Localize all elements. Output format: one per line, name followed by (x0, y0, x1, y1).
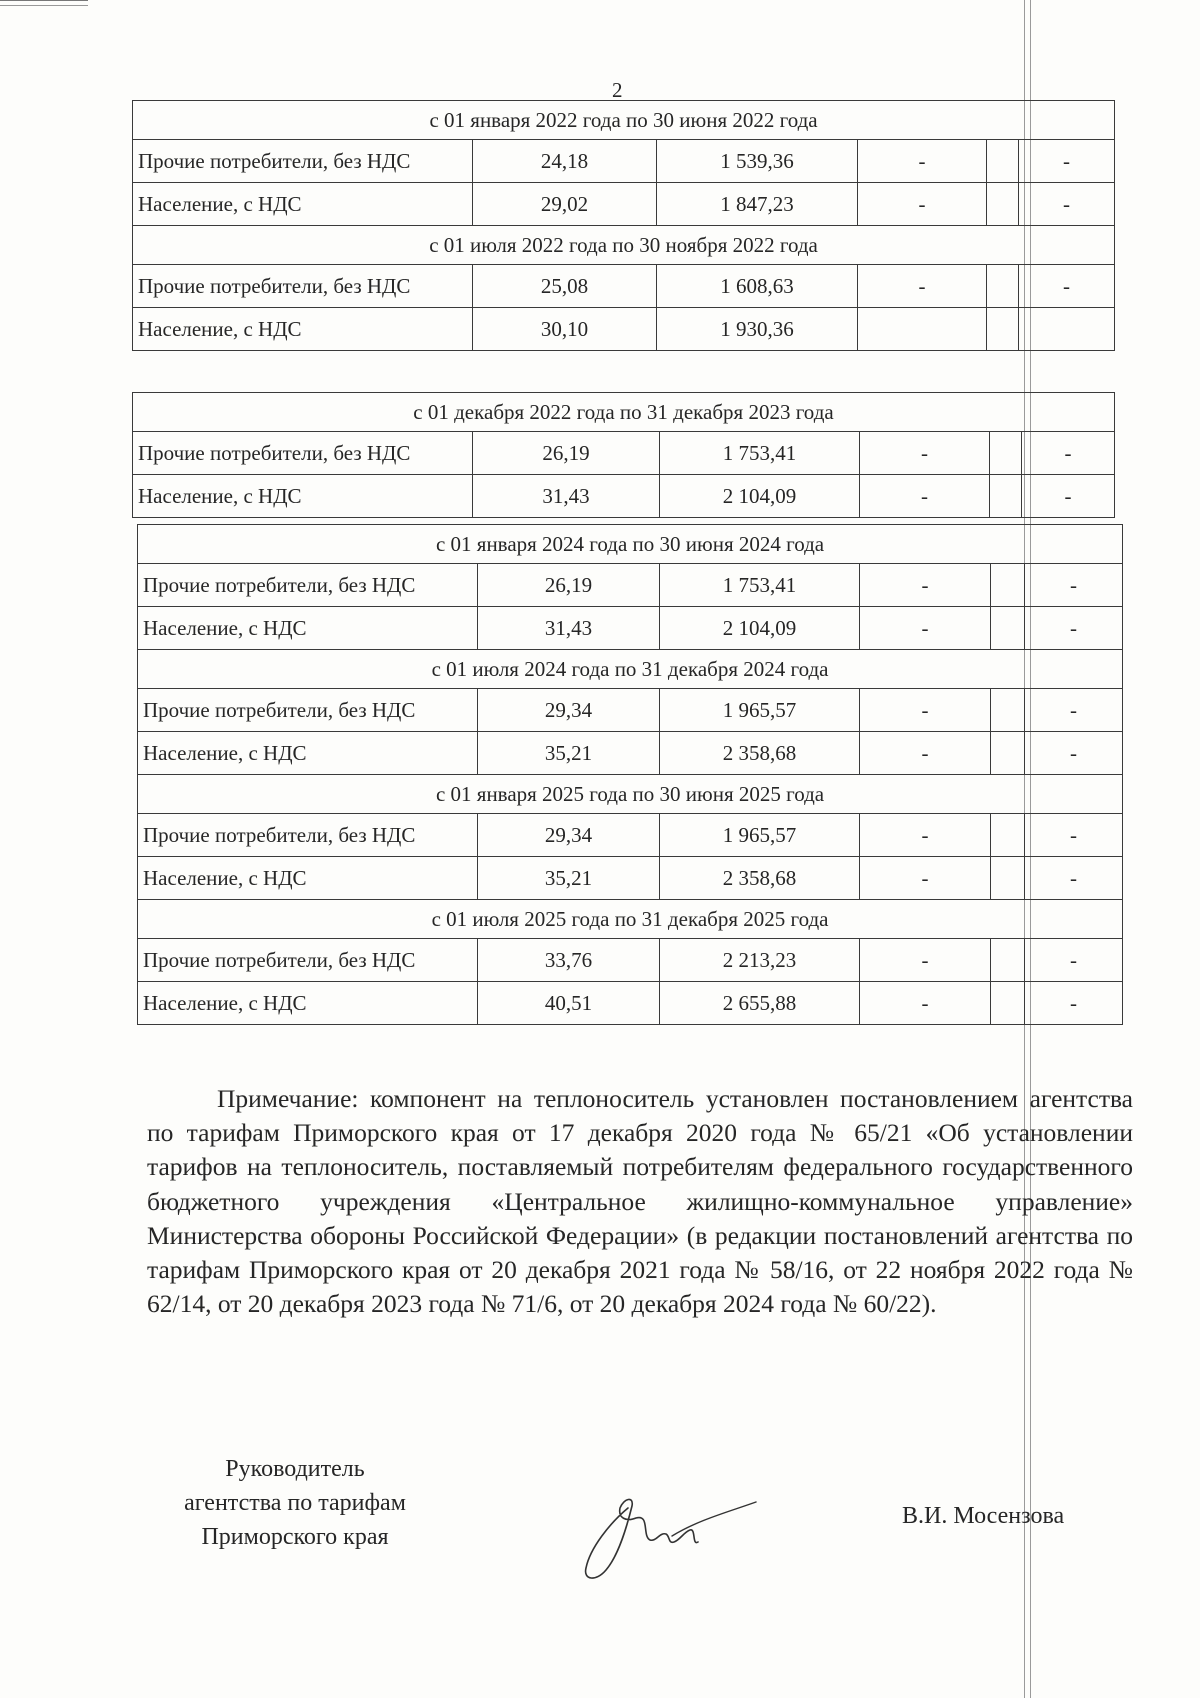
table-row (138, 689, 1123, 732)
value-cell: 29,34 (478, 689, 660, 732)
consumer-category-cell: Прочие потребители, без НДС (138, 814, 478, 857)
period-title: с 01 июля 2025 года по 31 декабря 2025 года (138, 900, 1123, 939)
value-cell: 2 358,68 (660, 732, 860, 775)
period-header-row (133, 101, 1115, 140)
value-cell: - (860, 814, 991, 857)
value-cell: - (1025, 982, 1123, 1025)
table-row (133, 432, 1115, 475)
value-cell (991, 857, 1025, 900)
table-row (138, 857, 1123, 900)
value-cell: - (1025, 857, 1123, 900)
period-title: с 01 января 2024 года по 30 июня 2024 года (138, 525, 1123, 564)
value-cell: - (1025, 732, 1123, 775)
value-cell: 26,19 (478, 564, 660, 607)
note-paragraph: Примечание: компонент на теплоноситель установлен постановлением агентства по тарифам Приморского края от 17 декабря 2020 года № 65/21 «Об установлении тарифов на теплоноситель, поставляемый потребителям федерального государственного бюджетного учреждения «Центральное жилищно-коммунальное управление» Министерства обороны Российской Федерации» (в редакции постановлений агентства по тарифам Приморского края от 20 декабря 2021 года № 58/16, от 22 ноября 2022 года № 62/14, от 20 декабря 2023 года № 71/6, от 20 декабря 2024 года № 60/22). (147, 1084, 1133, 1319)
value-cell (990, 475, 1022, 518)
value-cell: 1 753,41 (660, 432, 860, 475)
value-cell (991, 939, 1025, 982)
value-cell: - (1022, 432, 1115, 475)
value-cell: - (860, 475, 990, 518)
value-cell (858, 308, 987, 351)
consumer-category-cell: Прочие потребители, без НДС (133, 432, 473, 475)
table-row (133, 265, 1115, 308)
value-cell: 31,43 (478, 607, 660, 650)
period-header-row (138, 900, 1123, 939)
value-cell: 25,08 (473, 265, 657, 308)
signatory-position (145, 1452, 445, 1554)
value-cell (991, 982, 1025, 1025)
value-cell: - (860, 857, 991, 900)
value-cell: - (1025, 607, 1123, 650)
value-cell: 2 104,09 (660, 607, 860, 650)
value-cell: - (1025, 564, 1123, 607)
period-header-row (138, 775, 1123, 814)
value-cell: - (858, 183, 987, 226)
value-cell: - (860, 564, 991, 607)
value-cell: - (860, 982, 991, 1025)
table-row (138, 814, 1123, 857)
consumer-category-cell: Прочие потребители, без НДС (138, 689, 478, 732)
value-cell: 2 213,23 (660, 939, 860, 982)
tariff-table (132, 100, 1115, 351)
value-cell: 35,21 (478, 857, 660, 900)
value-cell: - (1025, 689, 1123, 732)
table-row (138, 607, 1123, 650)
table-row (138, 982, 1123, 1025)
table-row (133, 308, 1115, 351)
value-cell: - (1019, 140, 1115, 183)
consumer-category-cell: Прочие потребители, без НДС (138, 564, 478, 607)
value-cell: 1 753,41 (660, 564, 860, 607)
consumer-category-cell: Прочие потребители, без НДС (133, 140, 473, 183)
value-cell (990, 432, 1022, 475)
value-cell (991, 564, 1025, 607)
consumer-category-cell: Население, с НДС (133, 475, 473, 518)
table-row (133, 475, 1115, 518)
value-cell: 2 358,68 (660, 857, 860, 900)
consumer-category-cell: Население, с НДС (138, 857, 478, 900)
value-cell: - (860, 732, 991, 775)
value-cell: 30,10 (473, 308, 657, 351)
value-cell: 40,51 (478, 982, 660, 1025)
value-cell (987, 140, 1019, 183)
page-number: 2 (612, 78, 623, 102)
period-header-row (138, 525, 1123, 564)
value-cell: 1 965,57 (660, 814, 860, 857)
value-cell: 1 539,36 (657, 140, 858, 183)
consumer-category-cell: Население, с НДС (138, 732, 478, 775)
consumer-category-cell: Население, с НДС (133, 308, 473, 351)
period-title: с 01 декабря 2022 года по 31 декабря 2023 года (133, 393, 1115, 432)
value-cell: 2 104,09 (660, 475, 860, 518)
period-title: с 01 июля 2024 года по 31 декабря 2024 года (138, 650, 1123, 689)
value-cell: 29,34 (478, 814, 660, 857)
table-row (138, 939, 1123, 982)
value-cell: - (860, 607, 991, 650)
value-cell: - (858, 265, 987, 308)
value-cell (1019, 308, 1115, 351)
value-cell (991, 814, 1025, 857)
consumer-category-cell: Население, с НДС (133, 183, 473, 226)
signatory-name: В.И. Мосензова (902, 1503, 1065, 1529)
value-cell: - (1022, 475, 1115, 518)
value-cell: - (860, 939, 991, 982)
value-cell: 29,02 (473, 183, 657, 226)
value-cell: 1 847,23 (657, 183, 858, 226)
value-cell: 33,76 (478, 939, 660, 982)
value-cell: - (860, 432, 990, 475)
value-cell: - (1019, 265, 1115, 308)
period-header-row (133, 226, 1115, 265)
consumer-category-cell: Прочие потребители, без НДС (133, 265, 473, 308)
value-cell: 24,18 (473, 140, 657, 183)
signatory-position-line: Руководитель (225, 1456, 365, 1482)
signatory-position-line: агентства по тарифам (184, 1490, 406, 1516)
tariff-table (137, 524, 1123, 1025)
table-row (133, 183, 1115, 226)
value-cell (991, 607, 1025, 650)
value-cell: 31,43 (473, 475, 660, 518)
value-cell (987, 265, 1019, 308)
value-cell (991, 689, 1025, 732)
scan-corner-mark (0, 0, 88, 6)
value-cell: - (1025, 939, 1123, 982)
value-cell: 26,19 (473, 432, 660, 475)
value-cell: 2 655,88 (660, 982, 860, 1025)
value-cell: 1 930,36 (657, 308, 858, 351)
consumer-category-cell: Население, с НДС (138, 607, 478, 650)
value-cell: - (858, 140, 987, 183)
period-title: с 01 января 2025 года по 30 июня 2025 года (138, 775, 1123, 814)
value-cell: 1 608,63 (657, 265, 858, 308)
period-title: с 01 января 2022 года по 30 июня 2022 года (133, 101, 1115, 140)
table-row (133, 140, 1115, 183)
table-row (138, 732, 1123, 775)
table-row (138, 564, 1123, 607)
period-header-row (133, 393, 1115, 432)
tariff-table (132, 392, 1115, 518)
value-cell: - (1019, 183, 1115, 226)
value-cell (991, 732, 1025, 775)
value-cell: 1 965,57 (660, 689, 860, 732)
period-header-row (138, 650, 1123, 689)
consumer-category-cell: Население, с НДС (138, 982, 478, 1025)
value-cell: 35,21 (478, 732, 660, 775)
value-cell: - (1025, 814, 1123, 857)
value-cell: - (860, 689, 991, 732)
signatory-position-line: Приморского края (201, 1524, 389, 1550)
handwritten-signature (580, 1478, 760, 1588)
value-cell (987, 308, 1019, 351)
consumer-category-cell: Прочие потребители, без НДС (138, 939, 478, 982)
value-cell (987, 183, 1019, 226)
period-title: с 01 июля 2022 года по 30 ноября 2022 года (133, 226, 1115, 265)
